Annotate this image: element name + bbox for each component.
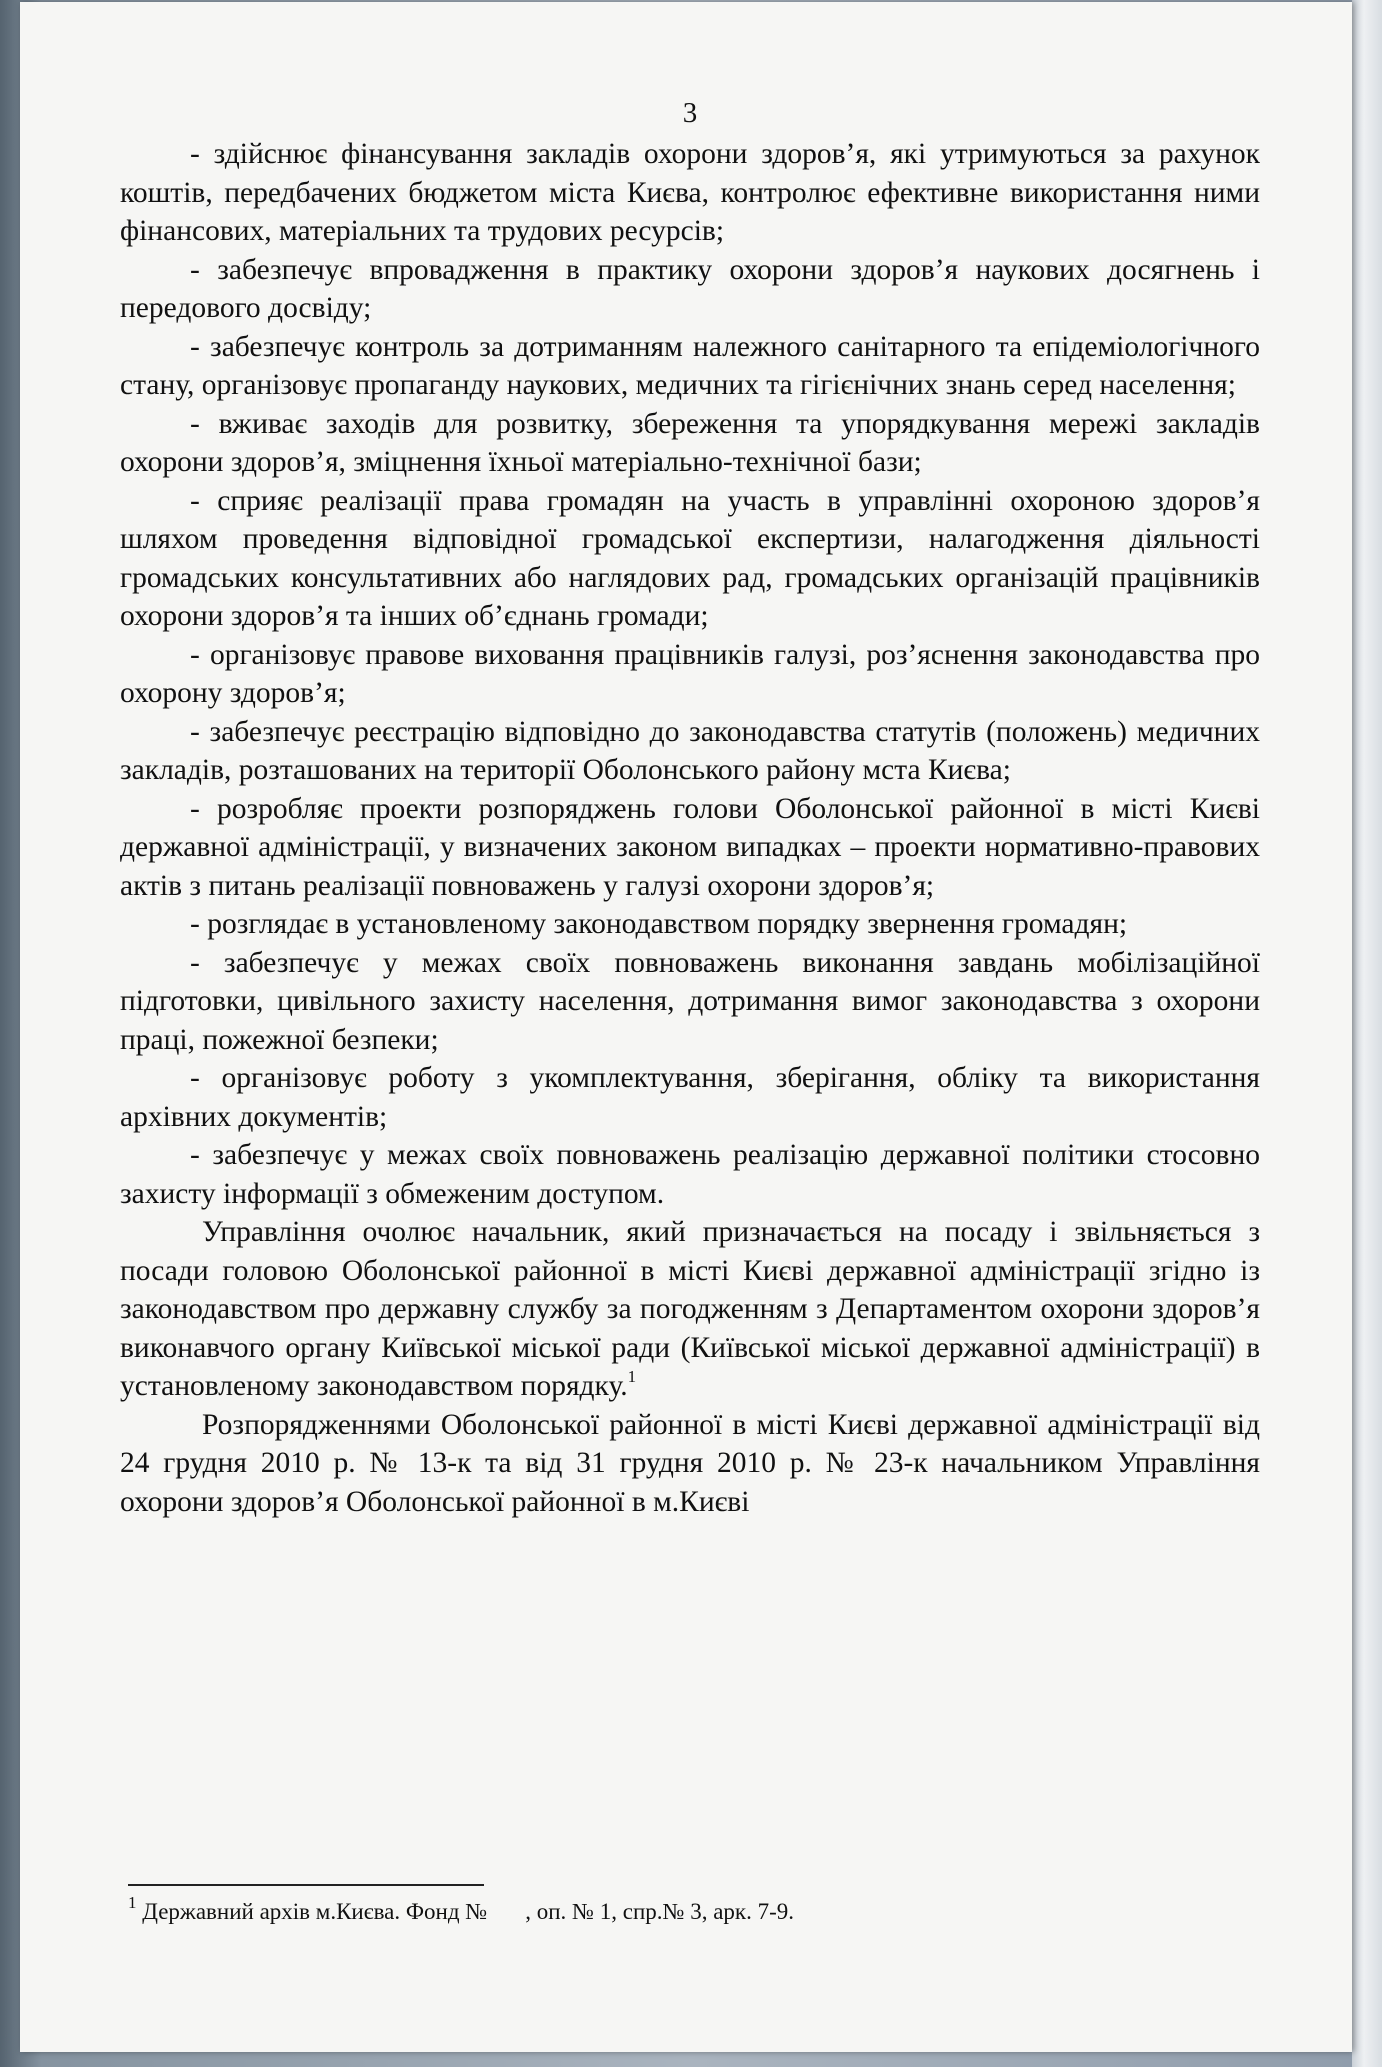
list-item: - розглядає в установленому законодавством порядку звернення громадян; (190, 908, 1128, 940)
list-item: - забезпечує у межах своїх повноважень виконання завдань мобілізаційної підготовки, цивільного захисту населення, дотримання вимог законодавства з охорони праці, пожежної безпеки; (120, 946, 1260, 1056)
footnote-text-after: , оп. № 1, спр.№ 3, арк. 7-9. (525, 1899, 795, 1924)
body-text (120, 135, 1260, 1521)
list-item: - розробляє проекти розпоряджень голови Оболонської районної в місті Києві державної адміністрації, у визначених законом випадках – проекти нормативно-правових актів з питань реалізації повноважень у галузі охорони здоров’я; (120, 792, 1260, 902)
list-item: - здійснює фінансування закладів охорони здоров’я, які утримуються за рахунок коштів, передбачених бюджетом міста Києва, контролює ефективне використання ними фінансових, матеріальних та трудових ресурсів; (120, 138, 1260, 247)
list-item: - організовує роботу з укомплектування, зберігання, обліку та використання архівних документів; (120, 1062, 1260, 1133)
head-paragraph (120, 1213, 1260, 1406)
list-item: - вживає заходів для розвитку, збереження та упорядкування мережі закладів охорони здоров’я, зміцнення їхньої матеріально-технічної бази; (120, 407, 1260, 478)
footnote-separator (128, 1884, 484, 1886)
footnote-reference[interactable]: 1 (627, 1367, 637, 1387)
list-item: - забезпечує контроль за дотриманням належного санітарного та епідеміологічного стану, організовує пропаганду наукових, медичних та гігієнічних знань серед населення; (120, 330, 1260, 401)
last-paragraph: Розпорядженнями Оболонської районної в місті Києві державної адміністрації від 24 грудня 2010 р. № 13-к та від 31 грудня 2010 р. № 23-к начальником Управління охорони здоров’я Оболонської районної в м.Києві (120, 1408, 1260, 1518)
footnote-text-before: Державний архів м.Києва. Фонд № (142, 1899, 488, 1924)
head-paragraph-text: Управління очолює начальник, який призначається на посаду і звільняється з посади головою Оболонської районної в місті Києві державної адміністрації згідно із законодавством про державну службу за погодженням з Департаментом охорони здоров’я виконавчого органу Київської міської ради (Київської міської державної адміністрації) в установленому законодавством порядку. (120, 1216, 1260, 1402)
footnote (128, 1893, 1028, 1927)
document-page (20, 2, 1352, 2052)
page-edge (1352, 0, 1382, 2067)
list-item: - забезпечує у межах своїх повноважень реалізацію державної політики стосовно захисту інформації з обмеженим доступом. (120, 1139, 1260, 1210)
list-item: - сприяє реалізації права громадян на участь в управлінні охороною здоров’я шляхом проведення відповідної громадської експертизи, налагодження діяльності громадських консультативних або наглядових рад, громадських організацій працівників охорони здоров’я та інших об’єднань громади; (120, 484, 1260, 632)
footnote-mark: 1 (128, 1893, 137, 1913)
list-item: - забезпечує впровадження в практику охорони здоров’я наукових досягнень і передового досвіду; (120, 253, 1260, 324)
page-number: 3 (682, 97, 698, 129)
list-item: - забезпечує реєстрацію відповідно до законодавства статутів (положень) медичних закладів, розташованих на території Оболонського району мста Києва; (120, 715, 1260, 786)
list-item: - організовує правове виховання працівників галузі, роз’яснення законодавства про охорону здоров’я; (120, 638, 1260, 709)
